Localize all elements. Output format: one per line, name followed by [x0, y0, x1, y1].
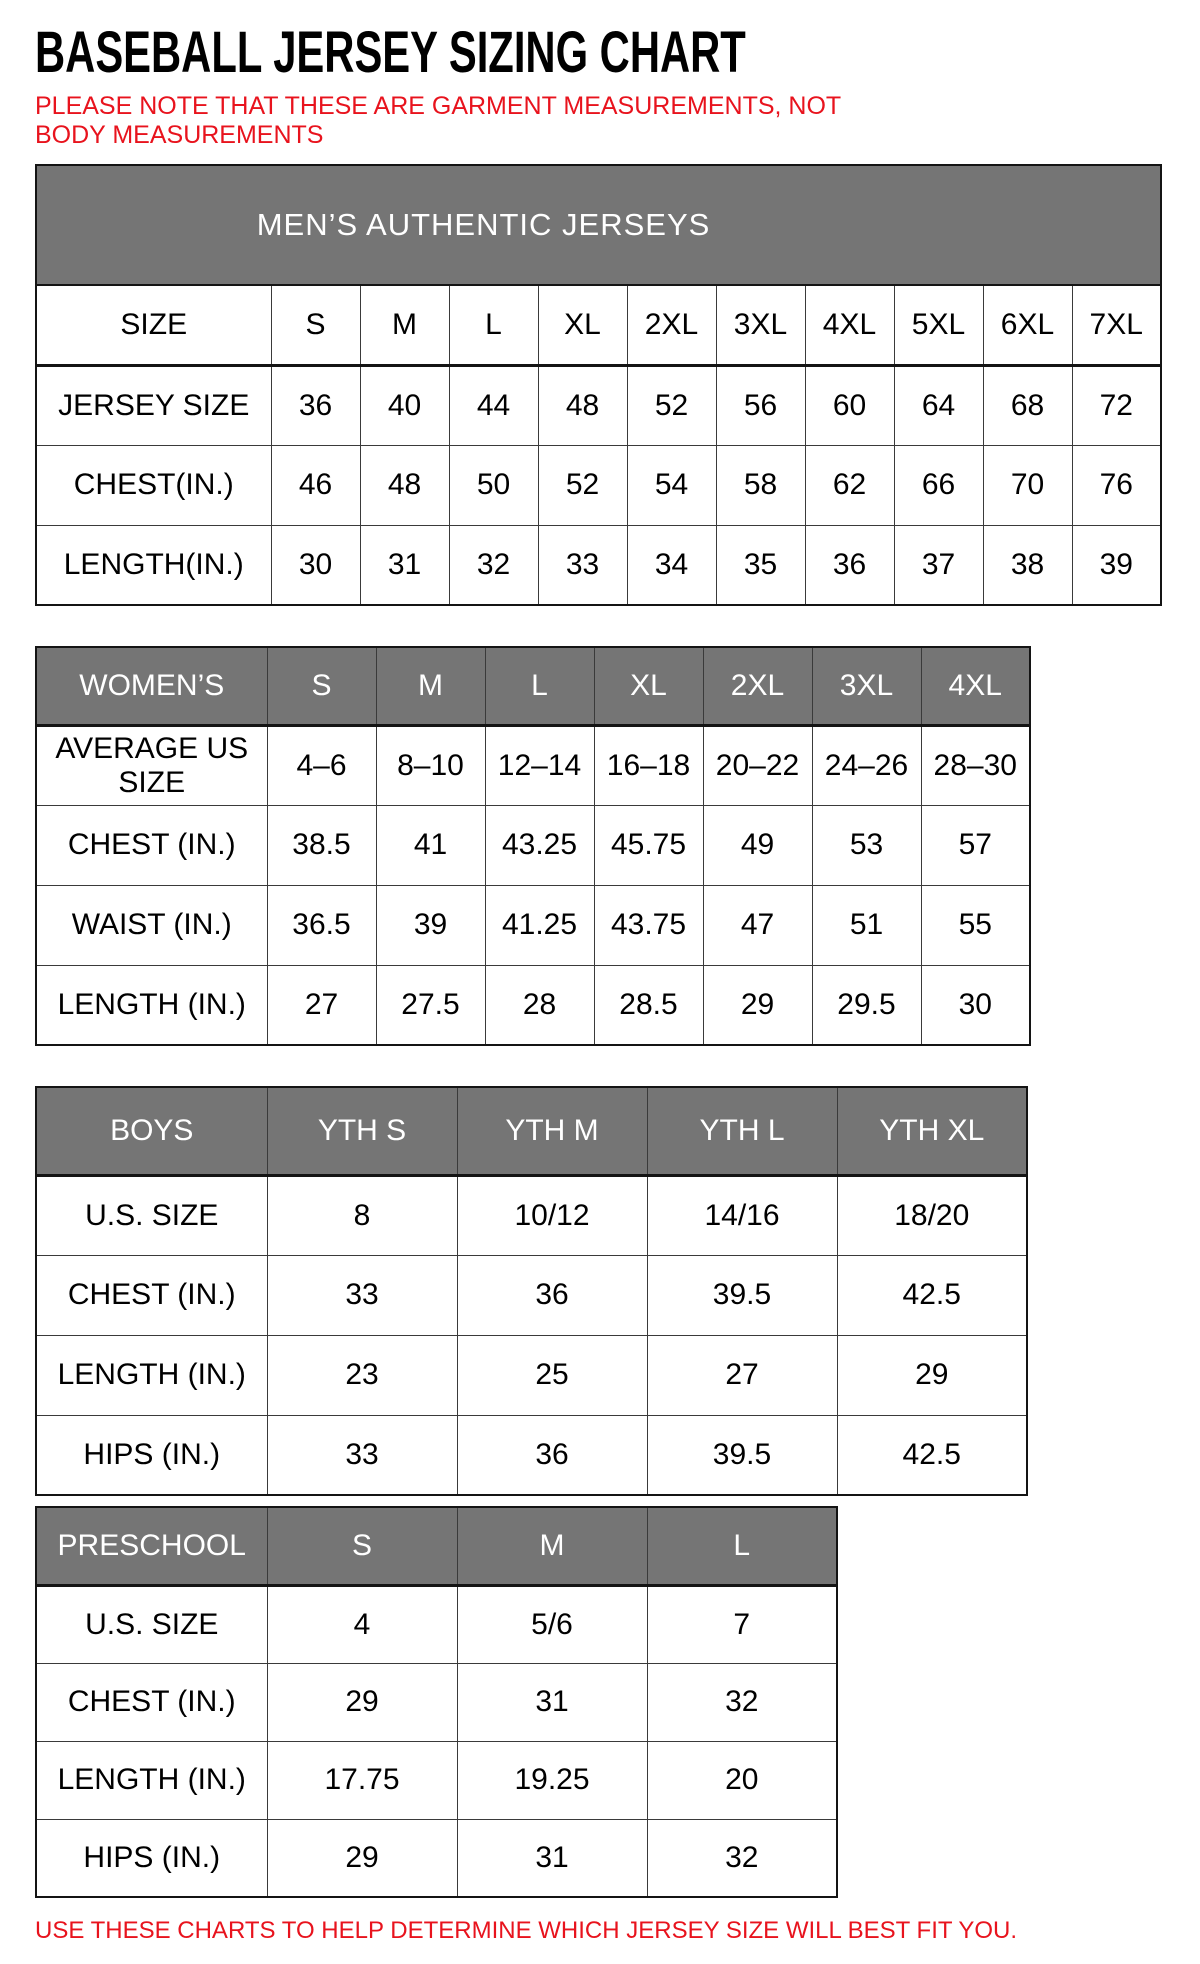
- womens-row-label: WAIST (IN.): [36, 885, 267, 965]
- boys-cell: 39.5: [647, 1255, 837, 1335]
- womens-size-col-header: 4XL: [921, 647, 1030, 725]
- womens-header-label: WOMEN’S: [36, 647, 267, 725]
- mens-size-col-header: 2XL: [627, 285, 716, 365]
- preschool-size-col-header: S: [267, 1507, 457, 1585]
- womens-cell: 16–18: [594, 725, 703, 805]
- boys-row-label: LENGTH (IN.): [36, 1335, 267, 1415]
- mens-cell: 48: [360, 445, 449, 525]
- page-title: [35, 22, 1200, 84]
- boys-header-label: BOYS: [36, 1087, 267, 1175]
- mens-row-label: JERSEY SIZE: [36, 365, 271, 445]
- mens-cell: 38: [983, 525, 1072, 605]
- boys-size-col-header: YTH M: [457, 1087, 647, 1175]
- mens-cell: 50: [449, 445, 538, 525]
- womens-cell: 47: [703, 885, 812, 965]
- womens-cell: 28.5: [594, 965, 703, 1045]
- womens-cell: 55: [921, 885, 1030, 965]
- preschool-cell: 29: [267, 1663, 457, 1741]
- mens-size-col-header: XL: [538, 285, 627, 365]
- preschool-header-label: PRESCHOOL: [36, 1507, 267, 1585]
- mens-cell: 36: [271, 365, 360, 445]
- womens-cell: 29: [703, 965, 812, 1045]
- womens-cell: 28: [485, 965, 594, 1045]
- boys-row-label: CHEST (IN.): [36, 1255, 267, 1335]
- mens-size-col-header: L: [449, 285, 538, 365]
- mens-cell: 62: [805, 445, 894, 525]
- preschool-cell: 7: [647, 1585, 837, 1663]
- preschool-sizing-table: [35, 1506, 838, 1898]
- preschool-cell: 31: [457, 1663, 647, 1741]
- womens-cell: 28–30: [921, 725, 1030, 805]
- boys-cell: 29: [837, 1335, 1027, 1415]
- womens-cell: 45.75: [594, 805, 703, 885]
- mens-cell: 31: [360, 525, 449, 605]
- mens-cell: 72: [1072, 365, 1161, 445]
- womens-cell: 24–26: [812, 725, 921, 805]
- mens-size-col-header: 4XL: [805, 285, 894, 365]
- mens-cell: 52: [627, 365, 716, 445]
- sizing-chart-page: [0, 22, 1200, 1964]
- preschool-cell: 17.75: [267, 1741, 457, 1819]
- boys-row-label: HIPS (IN.): [36, 1415, 267, 1495]
- boys-cell: 27: [647, 1335, 837, 1415]
- boys-size-col-header: YTH S: [267, 1087, 457, 1175]
- womens-size-col-header: 2XL: [703, 647, 812, 725]
- womens-cell: 27.5: [376, 965, 485, 1045]
- mens-cell: 36: [805, 525, 894, 605]
- womens-cell: 43.75: [594, 885, 703, 965]
- womens-cell: 20–22: [703, 725, 812, 805]
- mens-size-col-header: S: [271, 285, 360, 365]
- womens-cell: 39: [376, 885, 485, 965]
- womens-row-label: LENGTH (IN.): [36, 965, 267, 1045]
- womens-size-col-header: L: [485, 647, 594, 725]
- womens-size-col-header: M: [376, 647, 485, 725]
- mens-size-col-header: 6XL: [983, 285, 1072, 365]
- mens-cell: 56: [716, 365, 805, 445]
- womens-cell: 41: [376, 805, 485, 885]
- womens-cell: 12–14: [485, 725, 594, 805]
- boys-sizing-table: [35, 1086, 1028, 1496]
- womens-cell: 43.25: [485, 805, 594, 885]
- boys-cell: 8: [267, 1175, 457, 1255]
- womens-row-label: CHEST (IN.): [36, 805, 267, 885]
- boys-cell: 36: [457, 1255, 647, 1335]
- mens-size-col-header: 7XL: [1072, 285, 1161, 365]
- mens-cell: 33: [538, 525, 627, 605]
- mens-cell: 30: [271, 525, 360, 605]
- boys-cell: 14/16: [647, 1175, 837, 1255]
- page-title-text: BASEBALL JERSEY SIZING CHART: [35, 20, 746, 85]
- mens-cell: 35: [716, 525, 805, 605]
- mens-cell: 40: [360, 365, 449, 445]
- womens-cell: 27: [267, 965, 376, 1045]
- mens-header-label: SIZE: [36, 285, 271, 365]
- womens-cell: 4–6: [267, 725, 376, 805]
- preschool-cell: 31: [457, 1819, 647, 1897]
- mens-size-col-header: M: [360, 285, 449, 365]
- mens-cell: 46: [271, 445, 360, 525]
- womens-cell: 30: [921, 965, 1030, 1045]
- mens-cell: 52: [538, 445, 627, 525]
- mens-cell: 39: [1072, 525, 1161, 605]
- mens-size-col-header: 3XL: [716, 285, 805, 365]
- womens-cell: 49: [703, 805, 812, 885]
- footer-note: USE THESE CHARTS TO HELP DETERMINE WHICH JERSEY SIZE WILL BEST FIT YOU.: [35, 1917, 1018, 1944]
- preschool-row-label: HIPS (IN.): [36, 1819, 267, 1897]
- preschool-cell: 4: [267, 1585, 457, 1663]
- womens-cell: 53: [812, 805, 921, 885]
- boys-cell: 39.5: [647, 1415, 837, 1495]
- boys-cell: 33: [267, 1415, 457, 1495]
- mens-cell: 68: [983, 365, 1072, 445]
- preschool-cell: 32: [647, 1819, 837, 1897]
- preschool-row-label: CHEST (IN.): [36, 1663, 267, 1741]
- womens-sizing-table: [35, 646, 1031, 1046]
- womens-cell: 57: [921, 805, 1030, 885]
- mens-cell: 76: [1072, 445, 1161, 525]
- womens-cell: 41.25: [485, 885, 594, 965]
- preschool-row-label: LENGTH (IN.): [36, 1741, 267, 1819]
- womens-cell: 29.5: [812, 965, 921, 1045]
- womens-size-col-header: XL: [594, 647, 703, 725]
- boys-cell: 33: [267, 1255, 457, 1335]
- mens-size-col-header: 5XL: [894, 285, 983, 365]
- preschool-cell: 32: [647, 1663, 837, 1741]
- mens-cell: 60: [805, 365, 894, 445]
- boys-cell: 18/20: [837, 1175, 1027, 1255]
- mens-cell: 37: [894, 525, 983, 605]
- womens-row-label: AVERAGE US SIZE: [36, 725, 267, 805]
- mens-cell: 70: [983, 445, 1072, 525]
- preschool-size-col-header: M: [457, 1507, 647, 1585]
- measurement-note: PLEASE NOTE THAT THESE ARE GARMENT MEASUREMENTS, NOT BODY MEASUREMENTS: [35, 92, 841, 149]
- mens-cell: 64: [894, 365, 983, 445]
- mens-row-label: CHEST(IN.): [36, 445, 271, 525]
- mens-cell: 32: [449, 525, 538, 605]
- womens-cell: 51: [812, 885, 921, 965]
- preschool-row-label: U.S. SIZE: [36, 1585, 267, 1663]
- mens-row-label: LENGTH(IN.): [36, 525, 271, 605]
- womens-cell: 38.5: [267, 805, 376, 885]
- preschool-cell: 19.25: [457, 1741, 647, 1819]
- boys-cell: 25: [457, 1335, 647, 1415]
- womens-size-col-header: S: [267, 647, 376, 725]
- preschool-size-col-header: L: [647, 1507, 837, 1585]
- boys-cell: 10/12: [457, 1175, 647, 1255]
- boys-size-col-header: YTH L: [647, 1087, 837, 1175]
- mens-cell: 58: [716, 445, 805, 525]
- mens-cell: 54: [627, 445, 716, 525]
- mens-sizing-table: [35, 164, 1162, 606]
- boys-cell: 23: [267, 1335, 457, 1415]
- boys-size-col-header: YTH XL: [837, 1087, 1027, 1175]
- mens-cell: 48: [538, 365, 627, 445]
- womens-cell: 8–10: [376, 725, 485, 805]
- preschool-cell: 5/6: [457, 1585, 647, 1663]
- boys-cell: 42.5: [837, 1415, 1027, 1495]
- preschool-cell: 20: [647, 1741, 837, 1819]
- preschool-cell: 29: [267, 1819, 457, 1897]
- mens-cell: 44: [449, 365, 538, 445]
- boys-cell: 42.5: [837, 1255, 1027, 1335]
- boys-cell: 36: [457, 1415, 647, 1495]
- mens-table-banner: MEN’S AUTHENTIC JERSEYS: [36, 165, 1161, 285]
- mens-cell: 66: [894, 445, 983, 525]
- boys-row-label: U.S. SIZE: [36, 1175, 267, 1255]
- womens-size-col-header: 3XL: [812, 647, 921, 725]
- womens-cell: 36.5: [267, 885, 376, 965]
- mens-cell: 34: [627, 525, 716, 605]
